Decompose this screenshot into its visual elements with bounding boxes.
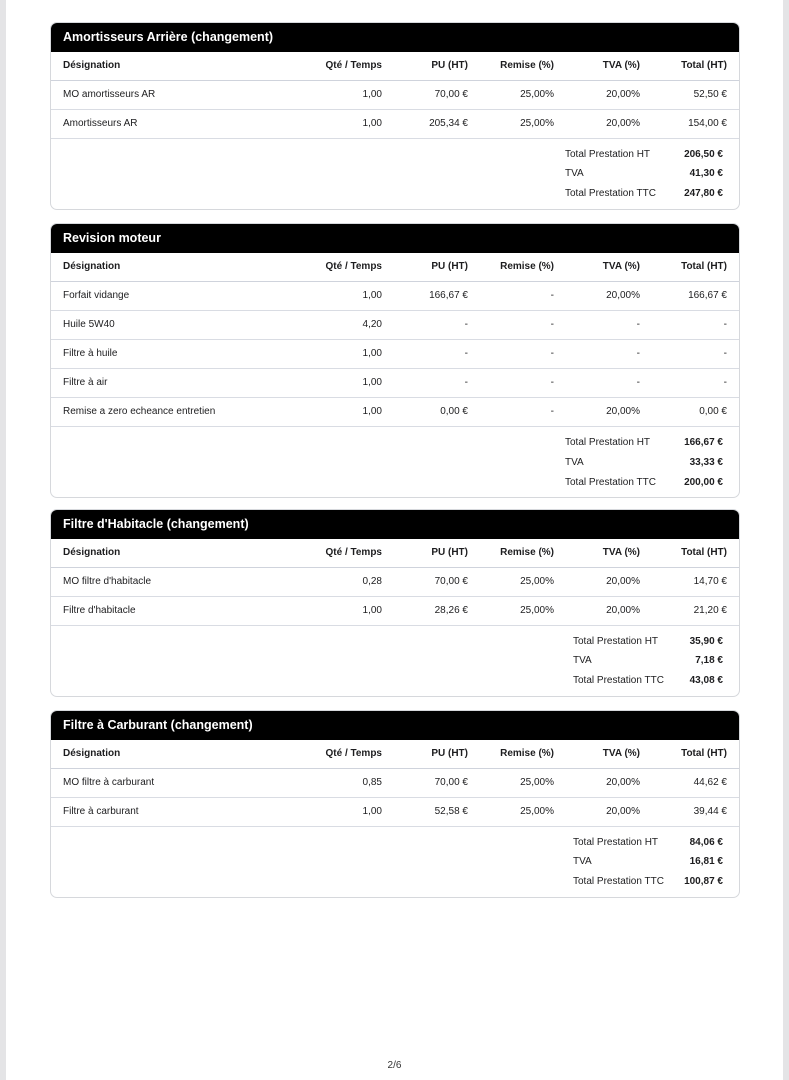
totals-block xyxy=(51,427,739,497)
page-number: 2/6 xyxy=(387,1060,402,1071)
cell-qte: 1,00 xyxy=(362,605,382,616)
cell-tva: 20,00% xyxy=(606,777,640,788)
tva-label: TVA xyxy=(573,856,592,867)
cell-remise: - xyxy=(550,290,554,301)
col-pu: PU (HT) xyxy=(431,261,468,272)
cell-pu: 166,67 € xyxy=(429,290,468,301)
cell-total: 154,00 € xyxy=(688,118,727,129)
tva-line xyxy=(573,651,723,671)
col-total: Total (HT) xyxy=(681,748,727,759)
total-ht-label: Total Prestation HT xyxy=(565,437,651,448)
cell-pu: - xyxy=(464,319,468,330)
col-total: Total (HT) xyxy=(681,261,727,272)
tva-line xyxy=(565,164,723,184)
total-ttc-value: 247,80 € xyxy=(684,188,723,199)
col-total: Total (HT) xyxy=(681,547,727,558)
totals-block xyxy=(51,139,739,209)
col-tva: TVA (%) xyxy=(602,547,640,558)
cell-remise: 25,00% xyxy=(520,576,554,587)
cell-tva: 20,00% xyxy=(606,576,640,587)
cell-pu: 0,00 € xyxy=(440,406,468,417)
cell-pu: 70,00 € xyxy=(434,576,468,587)
cell-remise: 25,00% xyxy=(520,118,554,129)
cell-designation: MO filtre d'habitacle xyxy=(63,576,152,587)
cell-qte: 1,00 xyxy=(362,806,382,817)
cell-total: 21,20 € xyxy=(693,605,727,616)
col-remise: Remise (%) xyxy=(500,547,554,558)
total-ht-value: 206,50 € xyxy=(684,149,723,160)
cell-tva: - xyxy=(636,319,640,330)
table-row xyxy=(51,110,739,139)
table-row xyxy=(51,311,739,340)
cell-remise: - xyxy=(550,377,554,388)
tva-label: TVA xyxy=(565,168,584,179)
cell-qte: 1,00 xyxy=(362,89,382,100)
totals-block xyxy=(51,827,739,897)
col-remise: Remise (%) xyxy=(500,60,554,71)
table-header xyxy=(51,539,739,568)
col-pu: PU (HT) xyxy=(431,60,468,71)
cell-designation: Remise a zero echeance entretien xyxy=(63,406,216,417)
total-ttc-value: 200,00 € xyxy=(684,477,723,488)
cell-tva: 20,00% xyxy=(606,806,640,817)
total-ttc-line xyxy=(565,184,723,204)
cell-designation: MO filtre à carburant xyxy=(63,777,155,788)
tva-value: 41,30 € xyxy=(689,168,723,179)
total-ht-value: 35,90 € xyxy=(689,636,723,647)
tva-value: 7,18 € xyxy=(695,655,723,666)
col-designation: Désignation xyxy=(63,261,121,272)
col-designation: Désignation xyxy=(63,748,121,759)
col-tva: TVA (%) xyxy=(602,60,640,71)
total-ttc-label: Total Prestation TTC xyxy=(573,675,664,686)
total-ttc-value: 43,08 € xyxy=(689,675,723,686)
cell-total: 0,00 € xyxy=(699,406,727,417)
cell-designation: Filtre à huile xyxy=(63,348,118,359)
col-tva: TVA (%) xyxy=(602,261,640,272)
cell-tva: 20,00% xyxy=(606,406,640,417)
tva-label: TVA xyxy=(565,457,584,468)
col-designation: Désignation xyxy=(63,60,121,71)
cell-pu: - xyxy=(464,377,468,388)
tva-line xyxy=(573,852,723,872)
section-title: Filtre d'Habitacle (changement) xyxy=(51,510,739,539)
table-header xyxy=(51,740,739,769)
cell-pu: - xyxy=(464,348,468,359)
col-remise: Remise (%) xyxy=(500,261,554,272)
total-ht-value: 166,67 € xyxy=(684,437,723,448)
cell-designation: MO amortisseurs AR xyxy=(63,89,156,100)
table-header xyxy=(51,253,739,282)
col-designation: Désignation xyxy=(63,547,121,558)
cell-remise: 25,00% xyxy=(520,89,554,100)
totals-block xyxy=(51,626,739,696)
cell-qte: 1,00 xyxy=(362,348,382,359)
col-qte: Qté / Temps xyxy=(325,261,382,272)
section-title: Amortisseurs Arrière (changement) xyxy=(51,23,739,52)
cell-tva: - xyxy=(636,377,640,388)
cell-remise: - xyxy=(550,319,554,330)
total-ttc-value: 100,87 € xyxy=(684,876,723,887)
tva-label: TVA xyxy=(573,655,592,666)
cell-qte: 0,85 xyxy=(362,777,382,788)
tva-value: 33,33 € xyxy=(689,457,723,468)
cell-total: 14,70 € xyxy=(693,576,727,587)
cell-pu: 205,34 € xyxy=(429,118,468,129)
section-revision-moteur xyxy=(50,223,740,498)
table-row xyxy=(51,597,739,626)
total-ttc-line xyxy=(573,671,723,691)
cell-pu: 70,00 € xyxy=(434,777,468,788)
total-ht-label: Total Prestation HT xyxy=(573,636,659,647)
total-ht-value: 84,06 € xyxy=(689,837,723,848)
cell-remise: 25,00% xyxy=(520,605,554,616)
table-row xyxy=(51,568,739,597)
col-pu: PU (HT) xyxy=(431,748,468,759)
tva-line xyxy=(565,453,723,473)
cell-designation: Amortisseurs AR xyxy=(63,118,138,129)
total-ht-line xyxy=(565,145,723,165)
total-ttc-line xyxy=(573,872,723,892)
total-ht-label: Total Prestation HT xyxy=(573,837,659,848)
cell-designation: Filtre d'habitacle xyxy=(63,605,136,616)
cell-designation: Filtre à carburant xyxy=(63,806,139,817)
cell-total: - xyxy=(723,377,727,388)
col-qte: Qté / Temps xyxy=(325,547,382,558)
cell-remise: - xyxy=(550,348,554,359)
cell-qte: 1,00 xyxy=(362,406,382,417)
cell-remise: - xyxy=(550,406,554,417)
cell-total: 39,44 € xyxy=(693,806,727,817)
total-ttc-line xyxy=(565,473,723,493)
cell-qte: 4,20 xyxy=(362,319,382,330)
cell-pu: 52,58 € xyxy=(434,806,468,817)
cell-total: 166,67 € xyxy=(688,290,727,301)
tva-value: 16,81 € xyxy=(689,856,723,867)
document-page xyxy=(6,0,783,1080)
cell-qte: 1,00 xyxy=(362,377,382,388)
col-qte: Qté / Temps xyxy=(325,60,382,71)
total-ttc-label: Total Prestation TTC xyxy=(573,876,664,887)
table-row xyxy=(51,282,739,311)
section-amortisseurs xyxy=(50,22,740,210)
cell-tva: 20,00% xyxy=(606,89,640,100)
table-row xyxy=(51,369,739,398)
cell-remise: 25,00% xyxy=(520,777,554,788)
cell-designation: Huile 5W40 xyxy=(63,319,115,330)
section-title: Filtre à Carburant (changement) xyxy=(51,711,739,740)
col-remise: Remise (%) xyxy=(500,748,554,759)
total-ht-label: Total Prestation HT xyxy=(565,149,651,160)
cell-pu: 28,26 € xyxy=(434,605,468,616)
cell-pu: 70,00 € xyxy=(434,89,468,100)
cell-total: - xyxy=(723,348,727,359)
cell-qte: 0,28 xyxy=(362,576,382,587)
table-row xyxy=(51,798,739,827)
cell-tva: 20,00% xyxy=(606,290,640,301)
cell-tva: - xyxy=(636,348,640,359)
total-ht-line xyxy=(573,632,723,652)
table-header xyxy=(51,52,739,81)
cell-total: 44,62 € xyxy=(693,777,727,788)
total-ttc-label: Total Prestation TTC xyxy=(565,477,656,488)
table-row xyxy=(51,81,739,110)
total-ttc-label: Total Prestation TTC xyxy=(565,188,656,199)
cell-remise: 25,00% xyxy=(520,806,554,817)
section-filtre-habitacle xyxy=(50,509,740,697)
total-ht-line xyxy=(573,833,723,853)
cell-total: - xyxy=(723,319,727,330)
table-row xyxy=(51,769,739,798)
cell-designation: Filtre à air xyxy=(63,377,108,388)
cell-tva: 20,00% xyxy=(606,118,640,129)
col-tva: TVA (%) xyxy=(602,748,640,759)
cell-tva: 20,00% xyxy=(606,605,640,616)
col-qte: Qté / Temps xyxy=(325,748,382,759)
cell-qte: 1,00 xyxy=(362,290,382,301)
cell-total: 52,50 € xyxy=(693,89,727,100)
section-filtre-carburant xyxy=(50,710,740,898)
col-pu: PU (HT) xyxy=(431,547,468,558)
section-title: Revision moteur xyxy=(51,224,739,253)
cell-designation: Forfait vidange xyxy=(63,290,130,301)
cell-qte: 1,00 xyxy=(362,118,382,129)
total-ht-line xyxy=(565,433,723,453)
col-total: Total (HT) xyxy=(681,60,727,71)
table-row xyxy=(51,398,739,427)
table-row xyxy=(51,340,739,369)
